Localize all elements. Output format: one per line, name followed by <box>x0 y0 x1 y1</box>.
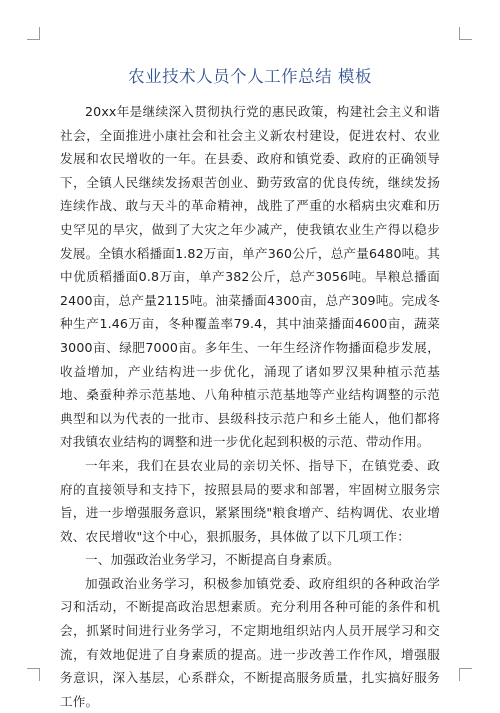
crop-mark-bottom-left <box>27 668 40 681</box>
crop-mark-bottom-right <box>459 668 472 681</box>
paragraph-section-1: 加强政治业务学习，积极参加镇党委、政府组织的各种政治学习和活动，不断提高政治思想素质。充分利用各种可能的条件和机会，抓紧时间进行业务学习，不定期地组织站内人员开展学习和交流，有效地促进了自身素质的提高。进一步改善工作作风，增强服务意识，深入基层，心系群众，不断提高服务质量，扎实搞好服务工作。 <box>60 575 440 709</box>
crop-mark-top-left <box>27 27 40 40</box>
document-title: 农业技术人员个人工作总结 模板 <box>128 67 372 86</box>
paragraph-intro: 20xx年是继续深入贯彻执行党的惠民政策，构建社会主义和谐社会，全面推进小康社会和社会主义新农村建设，促进农村、农业发展和农民增收的一年。在县委、政府和镇党委、政府的正确领导下，全镇人民继续发扬艰苦创业、勤劳致富的优良传统，继续发扬连续作战、敢与天斗的革命精神，战胜了严重的水稻病虫灾难和历史罕见的旱灾，做到了大灾之年少减产，使我镇农业生产得以稳步发展。全镇水稻播面1.82万亩，单产360公斤，总产量6480吨。其中优质稻播面0.8万亩，单产382公斤，总产3056吨。旱粮总播面2400亩，总产量2115吨。油菜播面4300亩，总产309吨。完成冬种生产1.46万亩，冬种覆盖率79.4，其中油菜播面4600亩，蔬菜3000亩、绿肥7000亩。多年生、一年生经济作物播面稳步发展，收益增加，产业结构进一步优化，涌现了诸如罗汉果种植示范基地、桑蚕种养示范基地、八角种植示范基地等产业结构调整的示范典型和以为代表的一批市、县级科技示范户和乡土能人，他们都将对我镇农业结构的调整和进一步优化起到积极的示范、带动作用。 <box>60 104 440 450</box>
section-heading-1: 一、加强政治业务学习，不断提高自身素质。 <box>85 552 340 568</box>
crop-mark-top-right <box>459 27 472 40</box>
paragraph-overview: 一年来，我们在县农业局的亲切关怀、指导下，在镇党委、政府的直接领导和支持下，按照县局的要求和部署，牢固树立服务宗旨，进一步增强服务意识，紧紧围绕"粮食增产、结构调优、农业增效、农民增收"这个中心，狠抓服务，具体做了以下几项工作： <box>60 457 440 544</box>
document-body <box>60 100 440 713</box>
